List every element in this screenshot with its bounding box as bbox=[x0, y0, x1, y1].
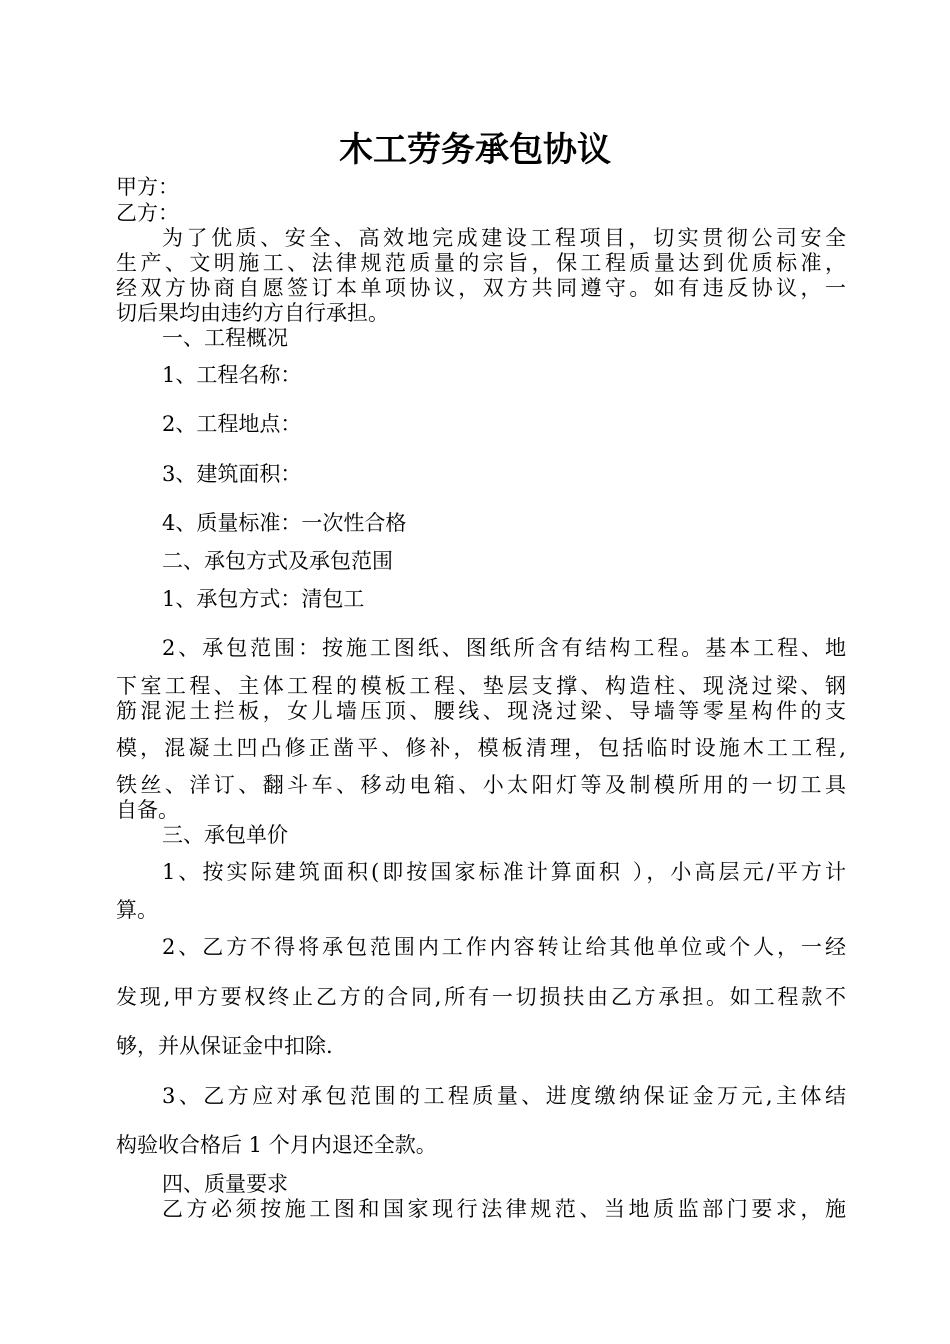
party-b-label: 乙方： bbox=[116, 201, 179, 225]
intro-line: 生产、文明施工、法律规范质量的宗旨，保工程质量达到优质标准， bbox=[116, 251, 846, 275]
section-heading-1: 一、工程概况 bbox=[162, 326, 288, 350]
section-heading-3: 三、承包单价 bbox=[162, 823, 288, 847]
intro-line: 切后果均由违约方自行承担。 bbox=[116, 301, 389, 325]
project-location-item: 2、工程地点： bbox=[162, 412, 302, 436]
unit-price-line: 算。 bbox=[116, 898, 158, 922]
transfer-clause-line: 发现,甲方要权终止乙方的合同,所有一切损扶由乙方承担。如工程款不 bbox=[116, 985, 846, 1009]
contract-scope-line: 铁丝、洋订、翻斗车、移动电箱、小太阳灯等及制模所用的一切工具 bbox=[116, 773, 846, 797]
contract-scope-line: 下室工程、主体工程的模板工程、垫层支撑、构造柱、现浇过梁、钢 bbox=[116, 674, 846, 698]
contract-scope-line: 2、承包范围：按施工图纸、图纸所含有结构工程。基本工程、地 bbox=[162, 636, 846, 660]
contract-scope-line: 模，混凝土凹凸修正凿平、修补，模板清理，包括临时设施木工工程, bbox=[116, 736, 846, 760]
section-heading-2: 二、承包方式及承包范围 bbox=[162, 549, 393, 573]
transfer-clause-line: 2、乙方不得将承包范围内工作内容转让给其他单位或个人，一经 bbox=[162, 935, 846, 959]
deposit-clause-line: 3、乙方应对承包范围的工程质量、进度缴纳保证金万元,主体结 bbox=[162, 1084, 846, 1108]
contract-method-item: 1、承包方式：清包工 bbox=[162, 587, 365, 611]
quality-requirement-line: 乙方必须按施工图和国家现行法律规范、当地质监部门要求，施 bbox=[162, 1197, 846, 1221]
quality-standard-item: 4、质量标准：一次性合格 bbox=[162, 511, 407, 535]
section-heading-4: 四、质量要求 bbox=[162, 1172, 288, 1196]
building-area-item: 3、建筑面积： bbox=[162, 462, 302, 486]
transfer-clause-line: 够，并从保证金中扣除. bbox=[116, 1034, 333, 1058]
party-a-label: 甲方： bbox=[116, 175, 179, 199]
deposit-clause-line: 构验收合格后 1 个月内退还全款。 bbox=[116, 1133, 437, 1157]
unit-price-line: 1、按实际建筑面积(即按国家标准计算面积 ），小高层元/平方计 bbox=[162, 860, 846, 884]
document-title: 木工劳务承包协议 bbox=[339, 130, 611, 170]
project-name-item: 1、工程名称： bbox=[162, 363, 302, 387]
intro-line: 为了优质、安全、高效地完成建设工程项目，切实贯彻公司安全 bbox=[162, 226, 846, 250]
intro-line: 经双方协商自愿签订本单项协议，双方共同遵守。如有违反协议，一 bbox=[116, 276, 846, 300]
contract-scope-line: 自备。 bbox=[116, 798, 179, 822]
contract-scope-line: 筋混泥土拦板，女儿墙压顶、腰线、现浇过梁、导墙等零星构件的支 bbox=[116, 699, 846, 723]
